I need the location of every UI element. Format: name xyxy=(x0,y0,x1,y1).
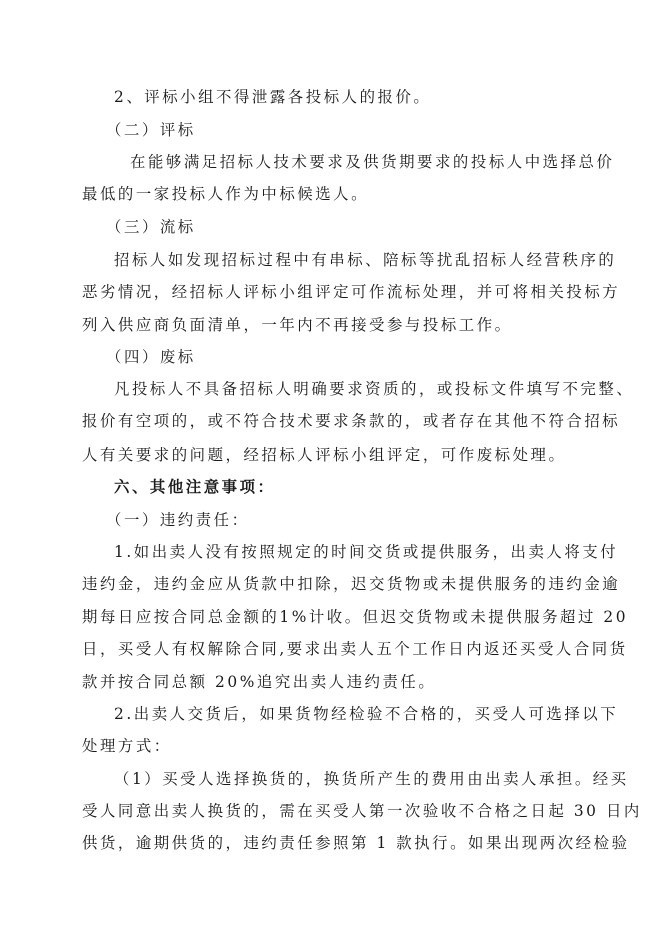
paragraph-line: 人有关要求的问题，经招标人评标小组评定，可作废标处理。 xyxy=(82,446,567,464)
paragraph-line: 最低的一家投标人作为中标候选人。 xyxy=(82,185,370,203)
paragraph-line: 凡投标人不具备招标人明确要求资质的，或投标文件填写不完整、 xyxy=(114,380,635,398)
paragraph-line: 2.出卖人交货后，如果货物经检验不合格的，买受人可选择以下 xyxy=(114,705,619,723)
paragraph-line: 处理方式： xyxy=(82,737,172,755)
section-heading-invalid-bid: （四）废标 xyxy=(106,348,196,366)
section-heading-other-notes: 六、其他注意事项： xyxy=(114,478,276,496)
paragraph-line: 受人同意出卖人换货的，需在买受人第一次验收不合格之日起 30 日内 xyxy=(82,802,642,820)
paragraph-line: 违约金，违约金应从货款中扣除，迟交货物或未提供服务的违约金逾 xyxy=(82,575,621,593)
paragraph-line: （1）买受人选择换货的，换货所产生的费用由出卖人承担。经买 xyxy=(114,770,629,788)
paragraph-line: 款并按合同总额 20%追究出卖人违约责任。 xyxy=(82,673,437,691)
paragraph-line: 在能够满足招标人技术要求及供货期要求的投标人中选择总价 xyxy=(130,153,615,171)
paragraph-line: 恶劣情况，经招标人评标小组评定可作流标处理，并可将相关投标方 xyxy=(82,283,621,301)
paragraph-line: 日，买受人有权解除合同,要求出卖人五个工作日内返还买受人合同货 xyxy=(82,640,628,658)
section-heading-breach-liability: （一）违约责任： xyxy=(106,511,250,529)
paragraph-line: 列入供应商负面清单，一年内不再接受参与投标工作。 xyxy=(82,316,513,334)
paragraph-line: 1.如出卖人没有按照规定的时间交货或提供服务，出卖人将支付 xyxy=(114,543,619,561)
section-heading-evaluation: （二）评标 xyxy=(106,121,196,139)
paragraph-line: 2、评标小组不得泄露各投标人的报价。 xyxy=(114,88,432,106)
paragraph-line: 报价有空项的，或不符合技术要求条款的，或者存在其他不符合招标 xyxy=(82,412,621,430)
paragraph-line: 招标人如发现招标过程中有串标、陪标等扰乱招标人经营秩序的 xyxy=(114,251,617,269)
paragraph-line: 供货，逾期供货的，违约责任参照第 1 款执行。如果出现两次经检验 xyxy=(82,834,630,852)
section-heading-failed-bid: （三）流标 xyxy=(106,218,196,236)
paragraph-line: 期每日应按合同总金额的1%计收。但迟交货物或未提供服务超过 20 xyxy=(82,608,629,626)
